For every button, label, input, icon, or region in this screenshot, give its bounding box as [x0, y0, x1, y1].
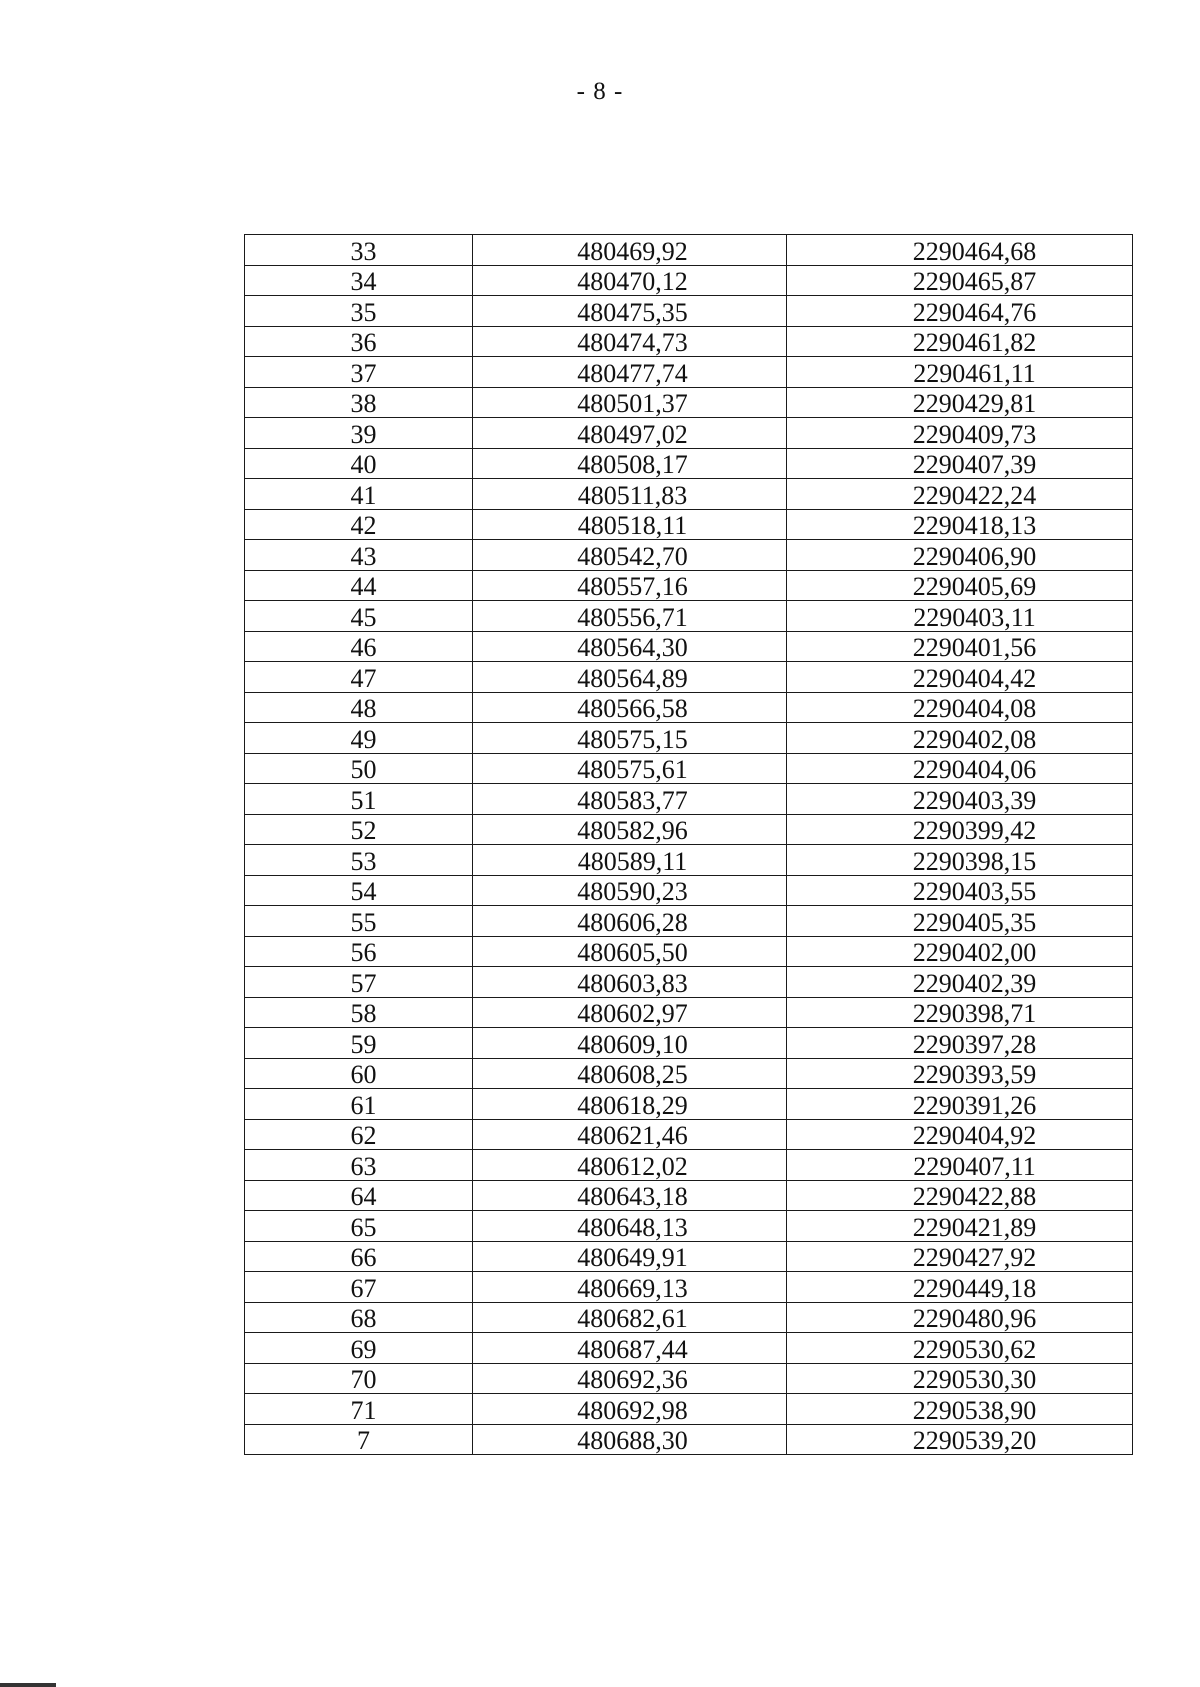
x-coordinate-cell: 480682,61 — [473, 1302, 787, 1333]
table-row — [245, 967, 1133, 998]
y-coordinate-cell: 2290429,81 — [787, 387, 1133, 418]
x-coordinate-cell: 480643,18 — [473, 1180, 787, 1211]
y-coordinate-cell: 2290398,71 — [787, 997, 1133, 1028]
x-coordinate-cell: 480477,74 — [473, 357, 787, 388]
table-row — [245, 662, 1133, 693]
point-number-cell: 66 — [245, 1241, 473, 1272]
y-coordinate-cell: 2290402,39 — [787, 967, 1133, 998]
point-number-cell: 65 — [245, 1211, 473, 1242]
x-coordinate-cell: 480692,98 — [473, 1394, 787, 1425]
table-row — [245, 1363, 1133, 1394]
point-number-cell: 37 — [245, 357, 473, 388]
x-coordinate-cell: 480687,44 — [473, 1333, 787, 1364]
table-row — [245, 784, 1133, 815]
x-coordinate-cell: 480474,73 — [473, 326, 787, 357]
table-row — [245, 692, 1133, 723]
point-number-cell: 56 — [245, 936, 473, 967]
y-coordinate-cell: 2290403,39 — [787, 784, 1133, 815]
x-coordinate-cell: 480470,12 — [473, 265, 787, 296]
point-number-cell: 58 — [245, 997, 473, 1028]
x-coordinate-cell: 480649,91 — [473, 1241, 787, 1272]
y-coordinate-cell: 2290404,06 — [787, 753, 1133, 784]
y-coordinate-cell: 2290404,08 — [787, 692, 1133, 723]
point-number-cell: 35 — [245, 296, 473, 327]
y-coordinate-cell: 2290407,11 — [787, 1150, 1133, 1181]
y-coordinate-cell: 2290404,42 — [787, 662, 1133, 693]
point-number-cell: 43 — [245, 540, 473, 571]
point-number-cell: 39 — [245, 418, 473, 449]
point-number-cell: 34 — [245, 265, 473, 296]
x-coordinate-cell: 480590,23 — [473, 875, 787, 906]
point-number-cell: 53 — [245, 845, 473, 876]
point-number-cell: 70 — [245, 1363, 473, 1394]
point-number-cell: 48 — [245, 692, 473, 723]
point-number-cell: 44 — [245, 570, 473, 601]
table-row — [245, 235, 1133, 266]
table-row — [245, 1272, 1133, 1303]
table-row — [245, 723, 1133, 754]
point-number-cell: 54 — [245, 875, 473, 906]
x-coordinate-cell: 480518,11 — [473, 509, 787, 540]
scan-edge-mark — [0, 1683, 56, 1687]
y-coordinate-cell: 2290461,82 — [787, 326, 1133, 357]
x-coordinate-cell: 480469,92 — [473, 235, 787, 266]
x-coordinate-cell: 480612,02 — [473, 1150, 787, 1181]
x-coordinate-cell: 480575,61 — [473, 753, 787, 784]
point-number-cell: 47 — [245, 662, 473, 693]
table-row — [245, 601, 1133, 632]
y-coordinate-cell: 2290480,96 — [787, 1302, 1133, 1333]
y-coordinate-cell: 2290422,88 — [787, 1180, 1133, 1211]
y-coordinate-cell: 2290405,69 — [787, 570, 1133, 601]
x-coordinate-cell: 480669,13 — [473, 1272, 787, 1303]
y-coordinate-cell: 2290539,20 — [787, 1424, 1133, 1455]
y-coordinate-cell: 2290530,30 — [787, 1363, 1133, 1394]
y-coordinate-cell: 2290403,11 — [787, 601, 1133, 632]
x-coordinate-cell: 480609,10 — [473, 1028, 787, 1059]
point-number-cell: 69 — [245, 1333, 473, 1364]
point-number-cell: 7 — [245, 1424, 473, 1455]
x-coordinate-cell: 480688,30 — [473, 1424, 787, 1455]
table-row — [245, 570, 1133, 601]
table-row — [245, 875, 1133, 906]
x-coordinate-cell: 480501,37 — [473, 387, 787, 418]
table-row — [245, 265, 1133, 296]
table-row — [245, 1089, 1133, 1120]
y-coordinate-cell: 2290404,92 — [787, 1119, 1133, 1150]
table-row — [245, 1394, 1133, 1425]
x-coordinate-cell: 480583,77 — [473, 784, 787, 815]
page-number: - 8 - — [576, 78, 624, 105]
x-coordinate-cell: 480605,50 — [473, 936, 787, 967]
point-number-cell: 52 — [245, 814, 473, 845]
table-row — [245, 1424, 1133, 1455]
table-row — [245, 387, 1133, 418]
table-row — [245, 1028, 1133, 1059]
y-coordinate-cell: 2290421,89 — [787, 1211, 1133, 1242]
y-coordinate-cell: 2290406,90 — [787, 540, 1133, 571]
table-row — [245, 631, 1133, 662]
y-coordinate-cell: 2290422,24 — [787, 479, 1133, 510]
x-coordinate-cell: 480511,83 — [473, 479, 787, 510]
table-row — [245, 326, 1133, 357]
point-number-cell: 62 — [245, 1119, 473, 1150]
y-coordinate-cell: 2290407,39 — [787, 448, 1133, 479]
point-number-cell: 68 — [245, 1302, 473, 1333]
table-row — [245, 814, 1133, 845]
x-coordinate-cell: 480564,30 — [473, 631, 787, 662]
point-number-cell: 50 — [245, 753, 473, 784]
x-coordinate-cell: 480608,25 — [473, 1058, 787, 1089]
table-row — [245, 1211, 1133, 1242]
y-coordinate-cell: 2290403,55 — [787, 875, 1133, 906]
table-row — [245, 479, 1133, 510]
x-coordinate-cell: 480508,17 — [473, 448, 787, 479]
y-coordinate-cell: 2290461,11 — [787, 357, 1133, 388]
table-row — [245, 753, 1133, 784]
x-coordinate-cell: 480582,96 — [473, 814, 787, 845]
coordinates-table-body — [245, 235, 1133, 1455]
point-number-cell: 71 — [245, 1394, 473, 1425]
x-coordinate-cell: 480603,83 — [473, 967, 787, 998]
y-coordinate-cell: 2290402,08 — [787, 723, 1133, 754]
table-row — [245, 357, 1133, 388]
y-coordinate-cell: 2290398,15 — [787, 845, 1133, 876]
point-number-cell: 63 — [245, 1150, 473, 1181]
x-coordinate-cell: 480692,36 — [473, 1363, 787, 1394]
table-row — [245, 906, 1133, 937]
y-coordinate-cell: 2290427,92 — [787, 1241, 1133, 1272]
point-number-cell: 57 — [245, 967, 473, 998]
y-coordinate-cell: 2290393,59 — [787, 1058, 1133, 1089]
table-row — [245, 845, 1133, 876]
x-coordinate-cell: 480556,71 — [473, 601, 787, 632]
x-coordinate-cell: 480589,11 — [473, 845, 787, 876]
y-coordinate-cell: 2290399,42 — [787, 814, 1133, 845]
table-row — [245, 1119, 1133, 1150]
y-coordinate-cell: 2290418,13 — [787, 509, 1133, 540]
x-coordinate-cell: 480602,97 — [473, 997, 787, 1028]
x-coordinate-cell: 480542,70 — [473, 540, 787, 571]
point-number-cell: 51 — [245, 784, 473, 815]
x-coordinate-cell: 480621,46 — [473, 1119, 787, 1150]
y-coordinate-cell: 2290538,90 — [787, 1394, 1133, 1425]
table-row — [245, 997, 1133, 1028]
table-row — [245, 1180, 1133, 1211]
table-row — [245, 1058, 1133, 1089]
point-number-cell: 64 — [245, 1180, 473, 1211]
point-number-cell: 49 — [245, 723, 473, 754]
y-coordinate-cell: 2290391,26 — [787, 1089, 1133, 1120]
point-number-cell: 55 — [245, 906, 473, 937]
table-row — [245, 296, 1133, 327]
x-coordinate-cell: 480606,28 — [473, 906, 787, 937]
x-coordinate-cell: 480557,16 — [473, 570, 787, 601]
point-number-cell: 59 — [245, 1028, 473, 1059]
point-number-cell: 41 — [245, 479, 473, 510]
point-number-cell: 33 — [245, 235, 473, 266]
point-number-cell: 40 — [245, 448, 473, 479]
table-row — [245, 936, 1133, 967]
x-coordinate-cell: 480497,02 — [473, 418, 787, 449]
y-coordinate-cell: 2290464,76 — [787, 296, 1133, 327]
point-number-cell: 38 — [245, 387, 473, 418]
table-row — [245, 1150, 1133, 1181]
point-number-cell: 36 — [245, 326, 473, 357]
x-coordinate-cell: 480648,13 — [473, 1211, 787, 1242]
point-number-cell: 61 — [245, 1089, 473, 1120]
table-row — [245, 1302, 1133, 1333]
table-row — [245, 540, 1133, 571]
y-coordinate-cell: 2290465,87 — [787, 265, 1133, 296]
y-coordinate-cell: 2290449,18 — [787, 1272, 1133, 1303]
y-coordinate-cell: 2290402,00 — [787, 936, 1133, 967]
coordinates-table — [244, 234, 1133, 1455]
x-coordinate-cell: 480564,89 — [473, 662, 787, 693]
x-coordinate-cell: 480566,58 — [473, 692, 787, 723]
y-coordinate-cell: 2290409,73 — [787, 418, 1133, 449]
table-row — [245, 1333, 1133, 1364]
point-number-cell: 60 — [245, 1058, 473, 1089]
x-coordinate-cell: 480575,15 — [473, 723, 787, 754]
point-number-cell: 46 — [245, 631, 473, 662]
y-coordinate-cell: 2290464,68 — [787, 235, 1133, 266]
table-row — [245, 448, 1133, 479]
table-row — [245, 418, 1133, 449]
x-coordinate-cell: 480475,35 — [473, 296, 787, 327]
y-coordinate-cell: 2290405,35 — [787, 906, 1133, 937]
point-number-cell: 42 — [245, 509, 473, 540]
table-row — [245, 1241, 1133, 1272]
y-coordinate-cell: 2290530,62 — [787, 1333, 1133, 1364]
table-row — [245, 509, 1133, 540]
point-number-cell: 67 — [245, 1272, 473, 1303]
x-coordinate-cell: 480618,29 — [473, 1089, 787, 1120]
y-coordinate-cell: 2290401,56 — [787, 631, 1133, 662]
y-coordinate-cell: 2290397,28 — [787, 1028, 1133, 1059]
point-number-cell: 45 — [245, 601, 473, 632]
